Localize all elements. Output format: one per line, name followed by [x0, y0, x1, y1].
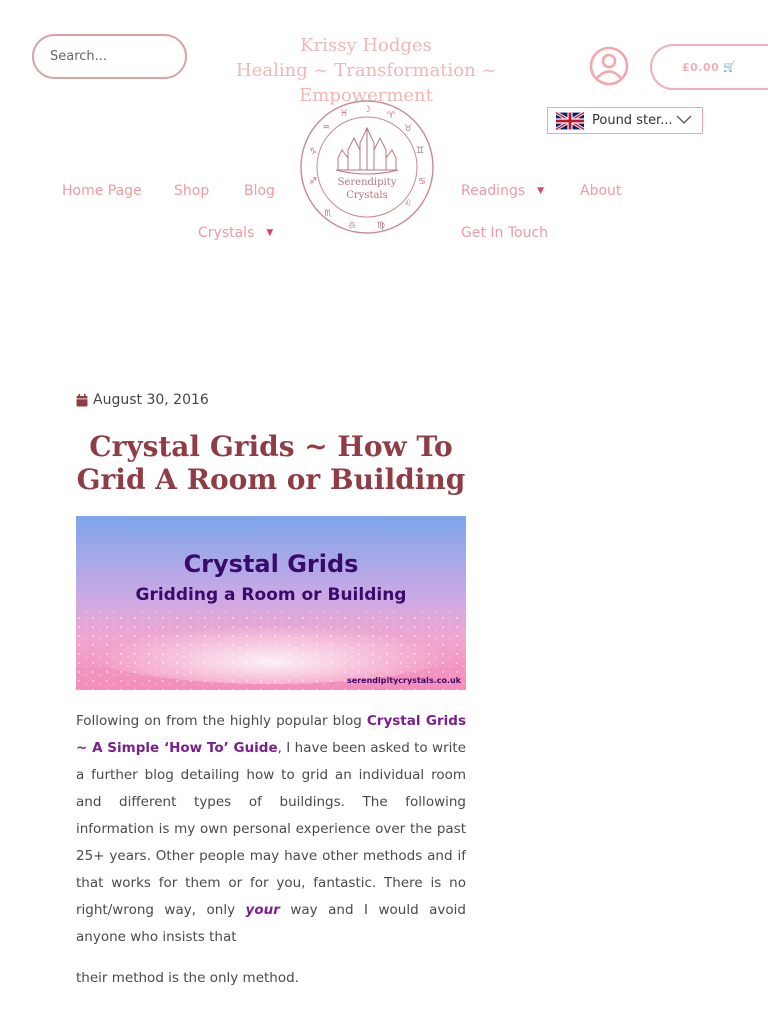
chevron-down-icon: [676, 115, 692, 125]
related-post-link[interactable]: Crystal Grids ~ A Simple ‘How To’ Guide: [76, 713, 466, 756]
nav-readings[interactable]: [461, 183, 544, 199]
svg-text:♑: ♑: [308, 147, 318, 157]
logo-text-crystals: Crystals: [346, 190, 388, 201]
nav-get-in-touch[interactable]: Get In Touch: [461, 225, 549, 241]
svg-text:♊: ♊: [415, 146, 425, 156]
brand-tagline-2: Empowerment: [299, 85, 433, 106]
featured-image-title: Crystal Grids: [183, 550, 359, 578]
svg-text:♍: ♍: [376, 221, 386, 231]
uk-flag-icon: [556, 112, 584, 130]
svg-text:♉: ♉: [403, 124, 413, 134]
svg-text:☽: ☽: [362, 105, 372, 115]
nav-home[interactable]: Home Page: [62, 183, 142, 199]
post-date-text: August 30, 2016: [93, 392, 209, 408]
svg-text:♋: ♋: [417, 177, 427, 187]
post-paragraph-intro: Following on from the highly popular blog: [76, 713, 367, 729]
svg-text:♐: ♐: [308, 177, 318, 187]
svg-text:♌: ♌: [403, 199, 413, 209]
post-title: Crystal Grids ~ How To Grid A Room or Building: [76, 430, 466, 496]
user-circle-icon[interactable]: [588, 45, 630, 87]
search-box[interactable]: [32, 34, 187, 79]
crystal-cluster-icon: [336, 128, 398, 174]
currency-value: Pound ster...: [592, 113, 673, 128]
post-paragraph-body: , I have been asked to write a further blog detailing how to grid an individual room and different types of buildings. The following information is my own personal experience over the past 25+ years. Other people may have other methods and if that works for them or for you, fantastic. There is no right/wrong way, only: [76, 740, 466, 918]
post-paragraph-2: their method is the only method.: [76, 970, 299, 986]
currency-selector[interactable]: [547, 107, 703, 134]
post-paragraph-1: [76, 708, 466, 951]
nav-crystals-label: Crystals: [198, 225, 255, 241]
post-date[interactable]: [76, 392, 209, 408]
svg-text:♎: ♎: [347, 221, 357, 231]
site-logo[interactable]: [298, 98, 436, 236]
svg-text:♈: ♈: [386, 111, 396, 121]
cart-icon: 🛒: [723, 61, 737, 73]
caret-down-icon: ▼: [537, 186, 545, 196]
calendar-icon: [76, 394, 88, 407]
cart-total: £0.00: [682, 60, 720, 74]
svg-text:♒: ♒: [321, 123, 331, 133]
post-paragraph-tail: way and I would avoid anyone who insists that: [76, 902, 466, 945]
post-content: [76, 708, 466, 1006]
featured-image-subtitle: Gridding a Room or Building: [135, 585, 407, 605]
cart-button[interactable]: [650, 44, 768, 90]
logo-text-serendipity: Serendipity: [337, 177, 397, 188]
search-input[interactable]: [48, 48, 172, 65]
nav-about[interactable]: About: [580, 183, 622, 199]
featured-image: [76, 516, 466, 690]
nav-readings-label: Readings: [461, 183, 526, 199]
post-emphasis: your: [245, 902, 280, 918]
svg-text:♏: ♏: [323, 209, 333, 219]
nav-crystals[interactable]: [198, 225, 273, 241]
brand-name: Krissy Hodges: [300, 35, 432, 56]
nav-blog[interactable]: Blog: [244, 183, 275, 199]
nav-shop[interactable]: Shop: [174, 183, 210, 199]
caret-down-icon: ▼: [266, 228, 274, 238]
brand-tagline-1: Healing ~ Transformation ~: [236, 60, 497, 81]
site-brand[interactable]: [236, 33, 496, 108]
featured-image-site: serendipitycrystals.co.uk: [347, 676, 461, 685]
svg-text:♓: ♓: [339, 109, 349, 119]
